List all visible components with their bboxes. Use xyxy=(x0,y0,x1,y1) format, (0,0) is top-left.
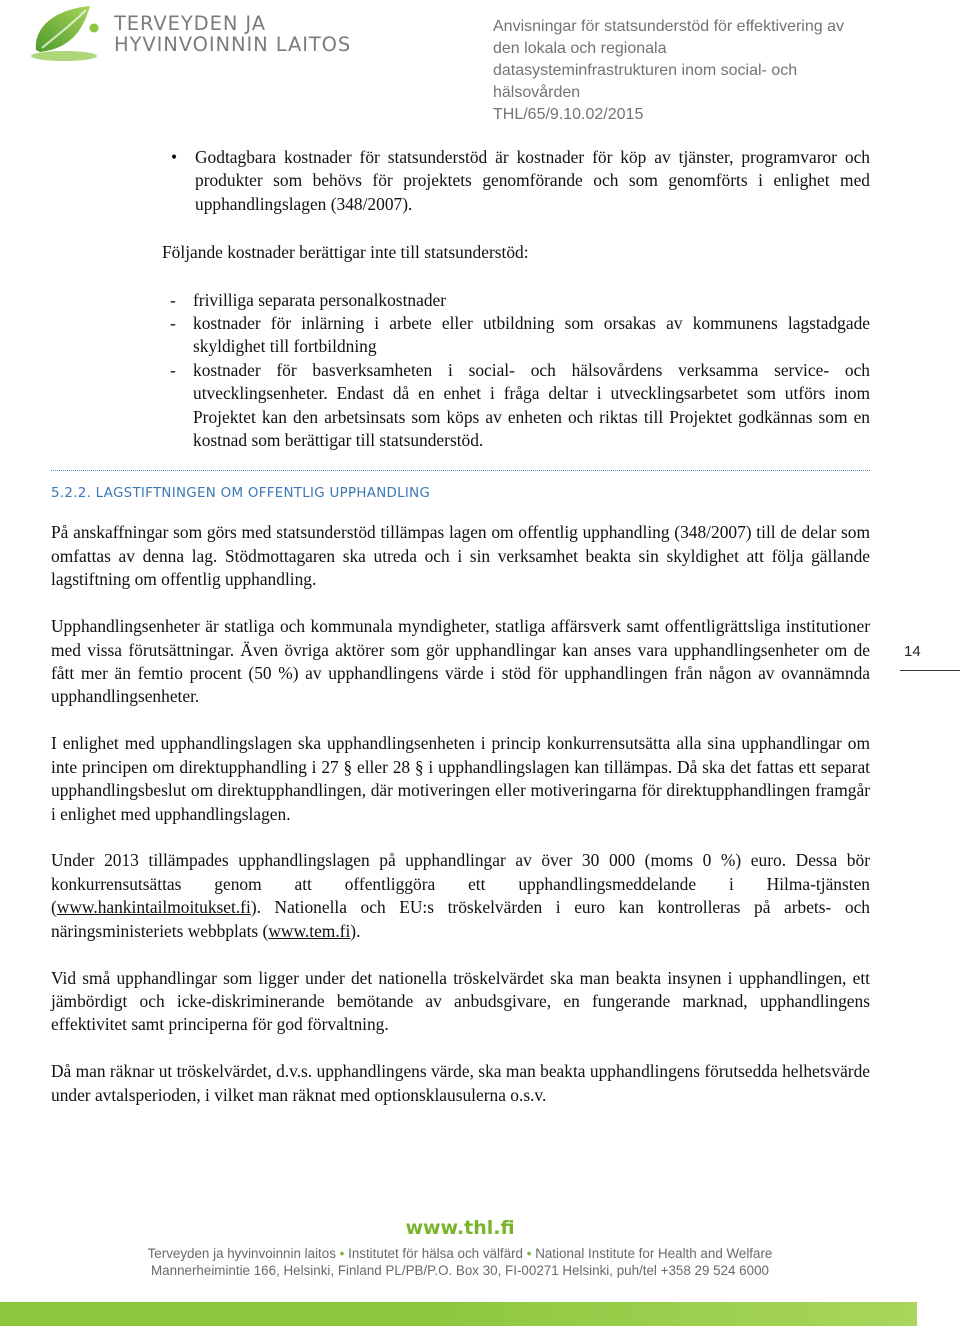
doc-title-line: hälsovården xyxy=(493,84,581,101)
paragraph: I enlighet med upphandlingslagen ska upphandlingsenheten i princip konkurrensutsätta alla sina upphandlingar om inte principen om direktupphandling i 27 § eller 28 § i upphandlingslagen kan tillämpas. Då ska det fattas ett separat upphandlingsbeslut om direktupphandlingen, där motiveringen eller motiveringarna för direktupphandlingen framgår i enlighet med upphandlingslagen. xyxy=(51,733,870,824)
list-item-text: kostnader för inlärning i arbete eller utbildning som orsakas av kommunens lagstadgade skyldighet till fortbildning xyxy=(193,313,870,357)
dash-icon: - xyxy=(170,313,176,334)
paragraph-text: ). Nationella och EU:s tröskelvärden i euro kan kontrolleras på arbets- och näringsministeriets webbplats ( xyxy=(51,897,870,941)
page-number: 14 xyxy=(900,643,960,671)
bullet-text: Godtagbara kostnader för statsunderstöd är kostnader för köp av tjänster, programvaror och produkter som behövs för projektets genomförande och som genomförts i enlighet med upphandlingslagen (348/2007). xyxy=(195,147,870,214)
paragraph: Då man räknar ut tröskelvärdet, d.v.s. upphandlingens värde, ska man beakta upphandlingens förutsedda helhetsvärde under avtalsperioden, i vilket man räknat med optionsklausulerna o.s.v. xyxy=(51,1061,870,1105)
tem-link[interactable]: www.tem.fi xyxy=(268,920,351,941)
list-item xyxy=(51,289,870,312)
bullet-icon: • xyxy=(171,147,178,167)
footer-url[interactable]: www.thl.fi xyxy=(405,1217,515,1239)
leaf-logo-icon xyxy=(28,4,112,64)
bullet-item xyxy=(51,146,870,216)
footer-name: Institutet för hälsa och välfärd xyxy=(348,1246,524,1261)
paragraph-text: Under 2013 tillämpades upphandlingslagen på upphandlingar av över 30 000 (moms 0 %) euro. Dessa bör konkurrensutsättas genom att offentliggöra ett upphandlingsmeddelande i Hilma-tjänsten ( xyxy=(51,850,870,918)
paragraph-thresholds xyxy=(51,849,870,943)
paragraph: Upphandlingsenheter är statliga och kommunala myndigheter, statliga affärsverk samt offentligrättsliga institutioner med vissa förutsättningar. Även övriga aktörer som gör upphandlingar kan anses vara upphandlingsenheter om de fått mer än femtio procent (50 %) av upphandlingens värde i stöd för upphandlingen från någon av ovannämnda upphandlingsenheter. xyxy=(51,616,870,707)
list-item xyxy=(51,359,870,453)
footer-separator: • xyxy=(526,1246,532,1261)
document-info xyxy=(493,16,933,126)
doc-reference: THL/65/9.10.02/2015 xyxy=(493,106,644,123)
footer-bar xyxy=(0,1302,917,1326)
list-item-text: frivilliga separata personalkostnader xyxy=(193,289,447,310)
page-content xyxy=(51,146,870,1107)
thl-logo xyxy=(28,4,368,64)
section-heading: 5.2.2. LAGSTIFTNINGEN OM OFFENTLIG UPPHANDLING xyxy=(51,470,870,508)
cost-exclusion-list xyxy=(51,289,870,453)
list-item-text: kostnader för basverksamheten i social- och hälsovårdens verksamma service- och utvecklingsenheter. Endast då en enhet i fråga deltar i utvecklingsarbetet som utförs inom Projektet kan den arbetsinsats som köps av enheten och riktas till Projektet godkännas som en kostnad som berättigar till statsunderstöd. xyxy=(193,359,870,451)
paragraph: Vid små upphandlingar som ligger under det nationella tröskelvärdet ska man beakta insynen i upphandlingen, ett jämbördigt och icke-diskriminerande bemötande av anbudsgivare, en fungerande marknad, upphandlingens effektivitet samt principerna för god förvaltning. xyxy=(51,967,870,1035)
paragraph-text: ). xyxy=(350,920,361,941)
footer-name: National Institute for Health and Welfare xyxy=(535,1246,773,1261)
dash-icon: - xyxy=(170,359,176,380)
paragraph: På anskaffningar som görs med statsunderstöd tillämpas lagen om offentlig upphandling (348/2007) till de delar som omfattas av denna lag. Stödmottagaren ska utreda och i sin verksamhet beakta sin skyldighet att följa gällande lagstiftning om offentlig upphandling. xyxy=(51,522,870,590)
org-name-line2: HYVINVOINNIN LAITOS xyxy=(114,33,352,56)
intro-text: Följande kostnader berättigar inte till statsunderstöd: xyxy=(162,242,529,263)
list-item xyxy=(51,312,870,359)
doc-title-line: datasysteminfrastrukturen inom social- och xyxy=(493,62,798,79)
footer-institution-names xyxy=(0,1246,920,1261)
dash-icon: - xyxy=(170,289,176,310)
hilma-link[interactable]: www.hankintailmoitukset.fi xyxy=(56,897,251,918)
footer-name: Terveyden ja hyvinvoinnin laitos xyxy=(147,1246,336,1261)
doc-title-line: den lokala och regionala xyxy=(493,40,667,57)
footer-address: Mannerheimintie 166, Helsinki, Finland PL/PB/P.O. Box 30, FI-00271 Helsinki, puh/tel +358 29 524 6000 xyxy=(151,1263,769,1278)
footer-separator: • xyxy=(339,1246,345,1261)
doc-title-line: Anvisningar för statsunderstöd för effektivering av xyxy=(493,18,844,35)
org-name xyxy=(114,13,351,55)
org-name-line1: TERVEYDEN JA xyxy=(114,12,266,35)
